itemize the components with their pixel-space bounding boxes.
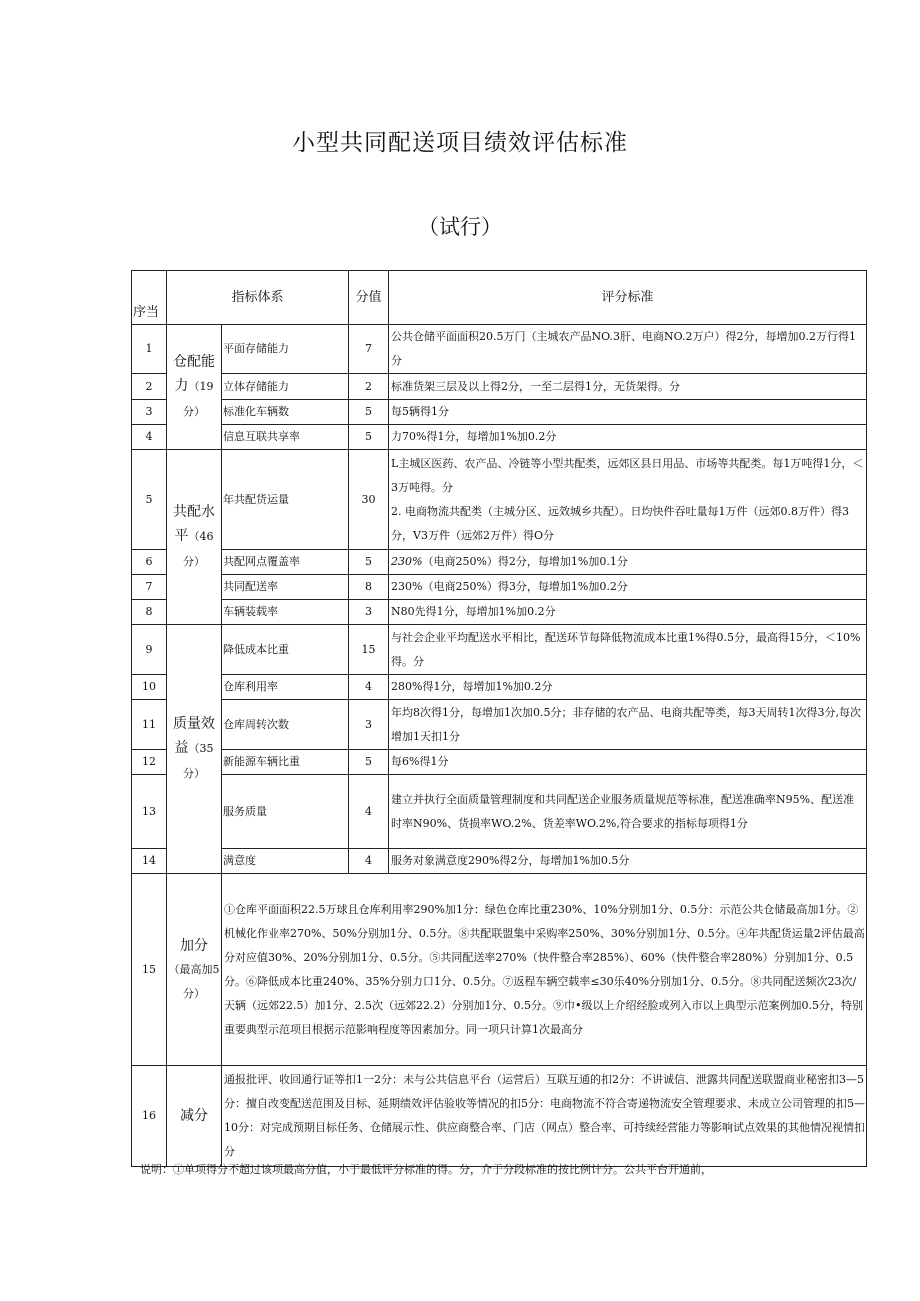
points-value: 4	[349, 775, 389, 849]
scoring-standard: 与社会企业平均配送水平相比，配送环节每降低物流成本比重1%得0.5分，最高得15分，＜10%得。分	[389, 625, 867, 675]
points-value: 2	[349, 374, 389, 400]
row-number: 9	[132, 625, 167, 675]
header-points: 分值	[349, 271, 389, 325]
header-indicator: 指标体系	[167, 271, 349, 325]
indicator-name: 降低成本比重	[222, 625, 349, 675]
page-subtitle: （试行）	[418, 215, 502, 239]
table-row	[132, 775, 867, 849]
scoring-standard: 建立并执行全面质量管理制度和共同配送企业服务质量规范等标准，配送准确率N95%、配送准时率N90%、货损率WO.2%、货差率WO.2%,符合要求的指标每项得1分	[389, 775, 867, 849]
row-number: 10	[132, 675, 167, 700]
row-number: 6	[132, 550, 167, 575]
points-value: 5	[349, 425, 389, 450]
row-number: 11	[132, 700, 167, 750]
scoring-standard: N80先得1分，每增加1%加0.2分	[389, 600, 867, 625]
points-value: 3	[349, 700, 389, 750]
row-number: 1	[132, 325, 167, 374]
evaluation-table	[131, 270, 867, 1167]
table-row	[132, 325, 867, 374]
category-sub: （19分）	[183, 380, 214, 418]
category-main: 质量效益	[173, 716, 215, 756]
row-number: 15	[132, 874, 167, 1066]
page-title: 小型共同配送项目绩效评估标准	[292, 130, 628, 156]
scoring-standard: 公共仓储平面面积20.5万门（主城农产品NO.3肝、电商NO.2万户）得2分，每增加0.2万行得1分	[389, 325, 867, 374]
scoring-standard: 通报批评、收回通行证等扣1一2分：未与公共信息平台（运营后）互联互通的扣2分：不讲诚信、泄露共同配送联盟商业秘密扣3—5分：擅自改变配送范围及目标、延期绩效评估验收等情况的扣5分：电商物流不符合寄递物流安全管理要求、未成立公司管理的扣5—10分：对完成预期目标任务、仓储展示性、供应商整合率、门店（网点）整合率、可持续经营能力等影响试点效果的其他情况视情扣分	[222, 1066, 867, 1167]
indicator-name: 新能源车辆比重	[222, 750, 349, 775]
table-row	[132, 425, 867, 450]
scoring-standard: 年均8次得1分，每增加1次加0.5分；非存储的农产品、电商共配等类，每3天周转1次得3分,每次增加1天扣1分	[389, 700, 867, 750]
table-row	[132, 849, 867, 874]
row-number: 2	[132, 374, 167, 400]
table-row	[132, 874, 867, 1066]
indicator-name: 仓库利用率	[222, 675, 349, 700]
row-number: 7	[132, 575, 167, 600]
category-deduct: 减分	[167, 1066, 222, 1167]
row-number: 8	[132, 600, 167, 625]
standard-rest: （电商250%）得2分，每增加1%加0.1分	[422, 555, 628, 568]
category-main: 仓配能力	[173, 354, 215, 394]
scoring-standard: ①仓库平面面积22.5万球且仓库利用率290%加1分：绿色仓库比重230%、10%分别加1分、0.5分：示范公共仓储最高加1分。②机械化作业率270%、50%分别加1分、0.5分。⑧共配联盟集中采购率250%、30%分别加1分、0.5分。④年共配货运量2评估最高分对应值30%、20%分别加1分、0.5分。⑤共同配送率270%（快件整合率285%）、60%（快件整合率280%）分别加1分、0.5分。⑥降低成本比重240%、35%分别力口1分、0.5分。⑦返程车辆空载率≤30乐40%分别加1分、0.5分。⑧共同配送频次23次/天辆（远郊22.5）加1分、2.5次（远郊22.2）分别加1分、0.5分。⑨巾•级以上介绍经脸或列入市以上典型示范案例加0.5分，特别重要典型示范项目根据示范影响程度等因素加分。同一项只计算1次最高分	[222, 874, 867, 1066]
standard-line-2: 2. 电商物流共配类（主城分区、远效城乡共配）。日均快件吞吐量每1万件（远郊0.8万件）得3分，V3万件（远郊2万件）得O分	[391, 504, 849, 542]
indicator-name: 立体存储能力	[222, 374, 349, 400]
table-row	[132, 400, 867, 425]
table-row	[132, 750, 867, 775]
points-value: 5	[349, 550, 389, 575]
category-main: 共配水平	[173, 504, 215, 544]
category-bonus	[167, 874, 222, 1066]
scoring-standard: 每6%得1分	[389, 750, 867, 775]
indicator-name: 平面存储能力	[222, 325, 349, 374]
table-row	[132, 625, 867, 675]
category-joint	[167, 450, 222, 625]
footnote: 说明：①单项得分不超过该项最高分值，小于最低评分标准的得。分，介于分段标准的按比例计分。公共平台开通前，	[140, 1163, 712, 1176]
category-main: 加分	[180, 937, 208, 954]
scoring-standard	[389, 450, 867, 550]
points-value: 7	[349, 325, 389, 374]
points-value: 4	[349, 675, 389, 700]
header-seq: 序当	[132, 271, 167, 325]
table-row	[132, 550, 867, 575]
category-sub: （35分）	[183, 742, 214, 780]
header-standard: 评分标准	[389, 271, 867, 325]
indicator-name: 仓库周转次数	[222, 700, 349, 750]
points-value: 4	[349, 849, 389, 874]
standard-line-1: L主城区医药、农产品、冷链等小型共配类，远郊区县日用品、市场等共配类。每1万吨得1分，＜3万吨得。分	[391, 456, 864, 494]
table-row	[132, 675, 867, 700]
points-value: 30	[349, 450, 389, 550]
row-number: 12	[132, 750, 167, 775]
indicator-name: 年共配货运量	[222, 450, 349, 550]
points-value: 15	[349, 625, 389, 675]
row-number: 16	[132, 1066, 167, 1167]
category-quality	[167, 625, 222, 874]
table-row	[132, 450, 867, 550]
points-value: 5	[349, 400, 389, 425]
standard-italic: 230%	[391, 555, 423, 568]
indicator-name: 信息互联共享率	[222, 425, 349, 450]
category-warehouse	[167, 325, 222, 450]
indicator-name: 共配网点覆盖率	[222, 550, 349, 575]
indicator-name: 车辆装载率	[222, 600, 349, 625]
row-number: 5	[132, 450, 167, 550]
table-header-row	[132, 271, 867, 325]
table-row	[132, 374, 867, 400]
indicator-name: 标准化车辆数	[222, 400, 349, 425]
scoring-standard: 每5辆得1分	[389, 400, 867, 425]
table-row	[132, 1066, 867, 1167]
indicator-name: 满意度	[222, 849, 349, 874]
row-number: 13	[132, 775, 167, 849]
category-sub: （46分）	[183, 530, 214, 568]
category-sub: （最高加5分）	[168, 962, 220, 1000]
points-value: 8	[349, 575, 389, 600]
points-value: 3	[349, 600, 389, 625]
table-row	[132, 700, 867, 750]
table-row	[132, 600, 867, 625]
row-number: 3	[132, 400, 167, 425]
scoring-standard: 服务对象满意度290%得2分，每增加1%加0.5分	[389, 849, 867, 874]
indicator-name: 服务质量	[222, 775, 349, 849]
scoring-standard: 280%得1分，每增加1%加0.2分	[389, 675, 867, 700]
scoring-standard: 标准货架三层及以上得2分，一至二层得1分，无货架得。分	[389, 374, 867, 400]
scoring-standard: 力70%得1分，每增加1%加0.2分	[389, 425, 867, 450]
points-value: 5	[349, 750, 389, 775]
indicator-name: 共同配送率	[222, 575, 349, 600]
scoring-standard	[389, 550, 867, 575]
row-number: 14	[132, 849, 167, 874]
row-number: 4	[132, 425, 167, 450]
table-row	[132, 575, 867, 600]
scoring-standard: 230%（电商250%）得3分，每增加1%加0.2分	[389, 575, 867, 600]
